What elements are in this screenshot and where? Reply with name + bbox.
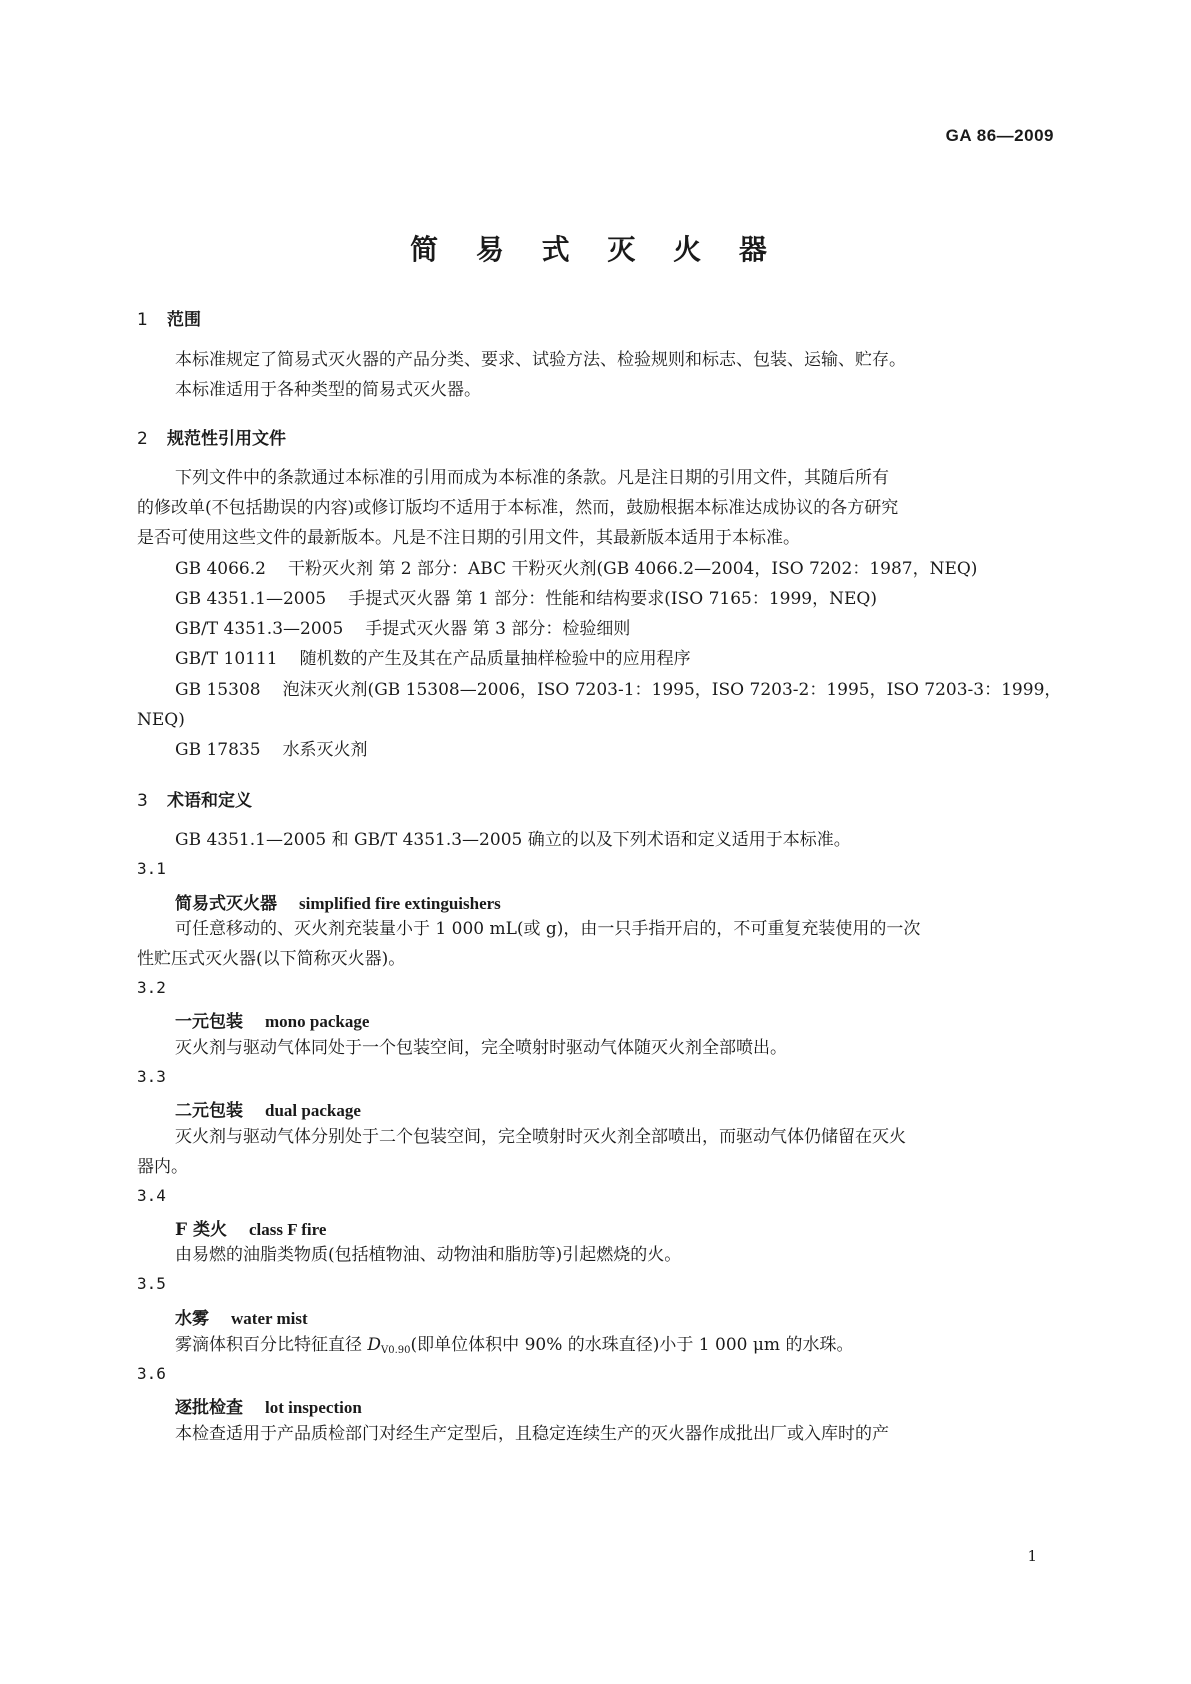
standard-code: GA 86—2009 [945,126,1054,145]
section-3-heading [137,786,252,811]
reference-item [175,618,630,640]
term-definition: 灭火剂与驱动气体分别处于二个包装空间，完全喷射时灭火剂全部喷出，而驱动气体仍储留在灭火 [175,1127,906,1147]
term-definition: 本检查适用于产品质检部门对经生产定型后，且稳定连续生产的灭火器作成批出厂或入库时的产 [175,1424,889,1444]
clause-number: 3.4 [137,1186,166,1205]
term-heading [175,889,501,914]
section-number: 1 [137,310,148,330]
paragraph-line: 是否可使用这些文件的最新版本。凡是不注日期的引用文件，其最新版本适用于本标准。 [137,528,800,548]
term-definition: 由易燃的油脂类物质(包括植物油、动物油和脂肪等)引起燃烧的火。 [175,1245,682,1265]
reference-title: 手提式灭火器 第 1 部分：性能和结构要求(ISO 7165：1999，NEQ) [348,589,877,609]
term-en: simplified fire extinguishers [299,894,501,913]
term-en: mono package [265,1012,370,1031]
reference-title: 手提式灭火器 第 3 部分：检验细则 [365,619,631,639]
reference-continuation: NEQ) [137,710,185,730]
variable-subscript: V0.90 [381,1345,411,1356]
term-heading [175,1215,326,1240]
reference-item [175,739,368,761]
reference-title: 干粉灭火剂 第 2 部分：ABC 干粉灭火剂(GB 4066.2—2004，ISO 7202：1987，NEQ) [287,559,978,579]
term-definition: 性贮压式灭火器(以下简称灭火器)。 [137,949,406,969]
reference-title: 泡沫灭火剂(GB 15308—2006，ISO 7203-1：1995，ISO 7203-2：1995，ISO 7203-3：1999， [282,680,1062,700]
term-zh: F 类火 [175,1220,227,1240]
definition-text: (即单位体积中 90% 的水珠直径)小于 1 000 μm 的水珠。 [410,1335,854,1355]
term-en: class F fire [249,1220,327,1239]
section-2-heading [137,424,286,449]
reference-code: GB 4066.2 [175,559,266,579]
clause-number: 3.2 [137,978,166,997]
term-definition: 器内。 [137,1157,188,1177]
section-title: 规范性引用文件 [167,429,286,449]
reference-code: GB 17835 [175,740,261,760]
term-en: water mist [231,1309,308,1328]
reference-title: 水系灭火剂 [282,740,368,760]
term-zh: 简易式灭火器 [175,894,277,914]
section-title: 范围 [167,310,201,330]
term-heading [175,1393,362,1418]
paragraph-line: 下列文件中的条款通过本标准的引用而成为本标准的条款。凡是注日期的引用文件，其随后所有 [175,468,889,488]
reference-item [175,679,1061,701]
term-zh: 一元包装 [175,1012,243,1032]
term-zh: 逐批检查 [175,1398,243,1418]
reference-code: GB/T 4351.3—2005 [175,619,344,639]
term-en: dual package [265,1101,361,1120]
definition-text: 雾滴体积百分比特征直径 [175,1335,368,1355]
reference-item [175,588,877,610]
term-definition: 灭火剂与驱动气体同处于一个包装空间，完全喷射时驱动气体随灭火剂全部喷出。 [175,1038,787,1058]
clause-number: 3.1 [137,859,166,878]
term-definition [175,1334,853,1362]
paragraph: 本标准适用于各种类型的简易式灭火器。 [175,380,481,400]
term-zh: 二元包装 [175,1101,243,1121]
term-heading [175,1007,369,1032]
section-title: 术语和定义 [167,791,252,811]
reference-code: GB 4351.1—2005 [175,589,327,609]
term-heading [175,1304,308,1329]
section-number: 2 [137,429,148,449]
term-definition: 可任意移动的、灭火剂充装量小于 1 000 mL(或 g)，由一只手指开启的，不可重复充装使用的一次 [175,919,921,939]
paragraph: 本标准规定了简易式灭火器的产品分类、要求、试验方法、检验规则和标志、包装、运输、贮存。 [175,350,906,370]
term-en: lot inspection [265,1398,362,1417]
clause-number: 3.5 [137,1274,166,1293]
term-heading [175,1096,361,1121]
page-number: 1 [1027,1547,1037,1565]
term-zh: 水雾 [175,1309,209,1329]
section-1-heading [137,305,201,330]
variable-d: D [367,1335,382,1355]
paragraph: GB 4351.1—2005 和 GB/T 4351.3—2005 确立的以及下列术语和定义适用于本标准。 [175,830,851,850]
reference-code: GB/T 10111 [175,649,278,669]
reference-item [175,558,977,580]
section-number: 3 [137,791,148,811]
reference-item [175,648,691,670]
reference-code: GB 15308 [175,680,261,700]
clause-number: 3.3 [137,1067,166,1086]
clause-number: 3.6 [137,1364,166,1383]
document-title: 简 易 式 灭 火 器 [410,233,781,266]
reference-title: 随机数的产生及其在产品质量抽样检验中的应用程序 [299,649,691,669]
paragraph-line: 的修改单(不包括勘误的内容)或修订版均不适用于本标准，然而，鼓励根据本标准达成协议的各方研究 [137,498,899,518]
